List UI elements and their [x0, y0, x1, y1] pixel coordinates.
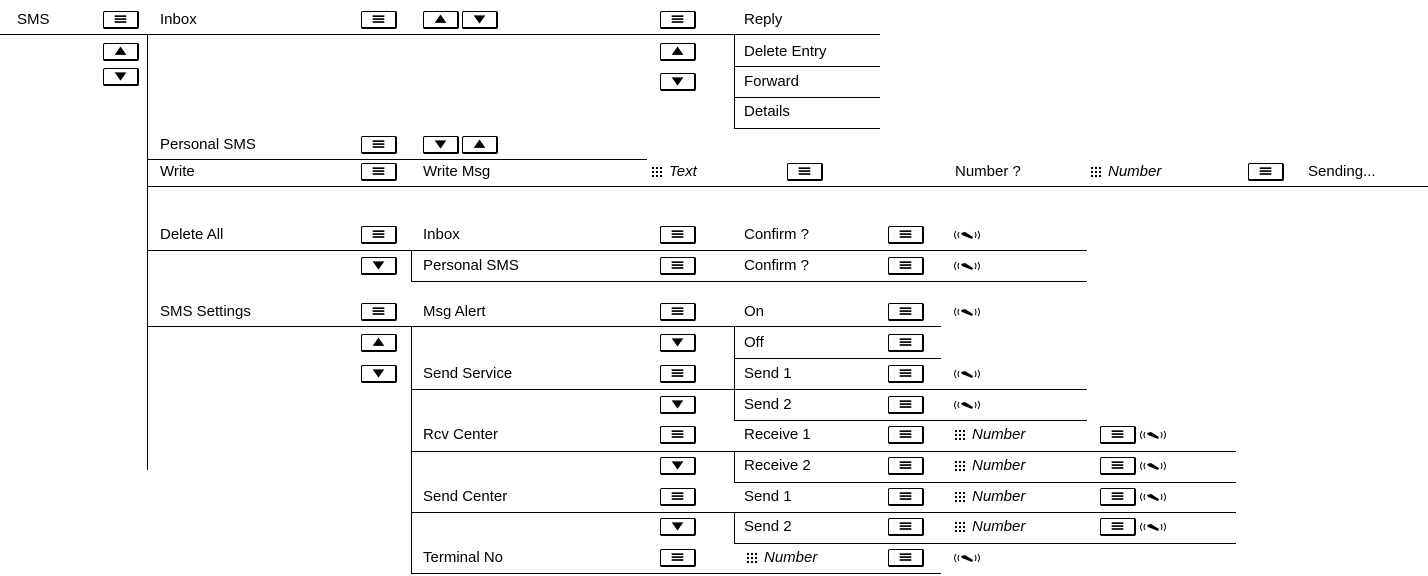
- ringing-phone-icon: [952, 399, 982, 411]
- menu-key-icon: [889, 397, 922, 412]
- menu-key[interactable]: [660, 488, 696, 506]
- connector-line: [147, 159, 647, 160]
- menu-label-inbox-delete: Inbox: [423, 226, 460, 243]
- number-input-label: Number: [1108, 163, 1162, 180]
- menu-key-icon: [362, 227, 395, 242]
- keypad-icon: [954, 429, 966, 441]
- down-arrow-key[interactable]: [660, 334, 696, 352]
- up-arrow-key-icon: [661, 44, 694, 59]
- menu-key[interactable]: [660, 257, 696, 275]
- menu-label-delete-all: Delete All: [160, 226, 224, 243]
- menu-key-icon: [661, 489, 694, 504]
- menu-label-confirm: Confirm ?: [744, 257, 810, 274]
- menu-label-forward: Forward: [744, 73, 800, 90]
- down-arrow-key[interactable]: [361, 365, 397, 383]
- menu-key-icon: [889, 366, 922, 381]
- menu-key-icon: [889, 304, 922, 319]
- menu-key[interactable]: [1248, 163, 1284, 181]
- menu-key-icon: [1101, 489, 1134, 504]
- menu-key[interactable]: [787, 163, 823, 181]
- menu-key-icon: [661, 427, 694, 442]
- down-arrow-key-icon: [661, 519, 694, 534]
- up-arrow-key-icon: [463, 137, 496, 152]
- menu-key[interactable]: [660, 226, 696, 244]
- menu-key-icon: [661, 258, 694, 273]
- keypad-icon: [954, 460, 966, 472]
- menu-label-inbox: Inbox: [160, 11, 197, 28]
- up-arrow-key[interactable]: [103, 43, 139, 61]
- ringing-phone-icon: [952, 229, 982, 241]
- menu-key-icon: [889, 258, 922, 273]
- menu-key[interactable]: [888, 488, 924, 506]
- menu-key-icon: [1249, 164, 1282, 179]
- menu-label-confirm: Confirm ?: [744, 226, 810, 243]
- number-input-label: Number: [764, 549, 818, 566]
- connector-line: [734, 451, 735, 482]
- menu-label-send-2: Send 2: [744, 518, 792, 535]
- menu-key[interactable]: [888, 334, 924, 352]
- number-input-label: Number: [972, 426, 1026, 443]
- down-arrow-key-icon: [661, 74, 694, 89]
- menu-label-receive-1: Receive 1: [744, 426, 811, 443]
- keypad-icon: [954, 521, 966, 533]
- menu-label-write-msg: Write Msg: [423, 163, 491, 180]
- up-arrow-key[interactable]: [462, 136, 498, 154]
- menu-key-icon: [889, 550, 922, 565]
- ringing-phone-icon: [1138, 429, 1168, 441]
- down-arrow-key[interactable]: [361, 257, 397, 275]
- menu-key[interactable]: [361, 136, 397, 154]
- menu-label-personal-sms-delete: Personal SMS: [423, 257, 519, 274]
- menu-key[interactable]: [361, 303, 397, 321]
- up-arrow-key[interactable]: [660, 43, 696, 61]
- connector-line: [411, 451, 1236, 452]
- menu-key-icon: [889, 458, 922, 473]
- connector-line: [734, 97, 880, 98]
- menu-label-rcv-center: Rcv Center: [423, 426, 499, 443]
- menu-key[interactable]: [888, 257, 924, 275]
- ringing-phone-icon: [1138, 491, 1168, 503]
- down-arrow-key[interactable]: [660, 457, 696, 475]
- connector-line: [734, 420, 1087, 421]
- menu-label-number-prompt: Number ?: [955, 163, 1021, 180]
- menu-key-icon: [788, 164, 821, 179]
- down-arrow-key[interactable]: [660, 518, 696, 536]
- menu-key-icon: [362, 304, 395, 319]
- menu-key[interactable]: [1100, 426, 1136, 444]
- keypad-icon: [954, 491, 966, 503]
- up-arrow-key[interactable]: [361, 334, 397, 352]
- menu-label-terminal-no: Terminal No: [423, 549, 504, 566]
- menu-key[interactable]: [1100, 457, 1136, 475]
- connector-line: [411, 389, 1087, 390]
- menu-label-on: On: [744, 303, 765, 320]
- ringing-phone-icon: [952, 260, 982, 272]
- connector-line: [147, 326, 941, 327]
- down-arrow-key[interactable]: [103, 68, 139, 86]
- menu-key[interactable]: [888, 457, 924, 475]
- text-input-label: Text: [669, 163, 697, 180]
- menu-label-sending: Sending...: [1308, 163, 1376, 180]
- menu-label-send-2: Send 2: [744, 396, 792, 413]
- connector-line: [734, 512, 735, 543]
- down-arrow-key[interactable]: [423, 136, 459, 154]
- menu-key-icon: [889, 427, 922, 442]
- ringing-phone-icon: [952, 306, 982, 318]
- connector-line: [411, 326, 412, 574]
- down-arrow-key-icon: [661, 397, 694, 412]
- menu-label-off: Off: [744, 334, 764, 351]
- menu-label-send-center: Send Center: [423, 488, 508, 505]
- menu-key-icon: [889, 489, 922, 504]
- ringing-phone-icon: [1138, 460, 1168, 472]
- menu-key[interactable]: [361, 163, 397, 181]
- connector-line: [147, 186, 1428, 187]
- down-arrow-key-icon: [424, 137, 457, 152]
- connector-line: [411, 573, 941, 574]
- menu-key-icon: [889, 227, 922, 242]
- menu-key-icon: [661, 12, 694, 27]
- ringing-phone-icon: [952, 368, 982, 380]
- connector-line: [411, 281, 1087, 282]
- menu-key[interactable]: [888, 426, 924, 444]
- up-arrow-key-icon: [362, 335, 395, 350]
- menu-key-icon: [104, 12, 137, 27]
- menu-key[interactable]: [361, 226, 397, 244]
- number-input-label: Number: [972, 457, 1026, 474]
- menu-key[interactable]: [103, 11, 139, 29]
- menu-label-send-1: Send 1: [744, 488, 792, 505]
- up-arrow-key-icon: [104, 44, 137, 59]
- down-arrow-key[interactable]: [660, 73, 696, 91]
- down-arrow-key-icon: [661, 335, 694, 350]
- menu-label-delete-entry: Delete Entry: [744, 43, 827, 60]
- connector-line: [0, 34, 880, 35]
- down-arrow-key-icon: [104, 69, 137, 84]
- connector-line: [147, 250, 1087, 251]
- menu-key-icon: [661, 366, 694, 381]
- number-input-field: [954, 426, 1025, 444]
- down-arrow-key-icon: [463, 12, 496, 27]
- keypad-icon: [1090, 166, 1102, 178]
- menu-key[interactable]: [1100, 518, 1136, 536]
- number-input-label: Number: [972, 518, 1026, 535]
- menu-key[interactable]: [888, 226, 924, 244]
- number-input-field: [954, 457, 1025, 475]
- menu-label-write: Write: [160, 163, 195, 180]
- menu-key[interactable]: [888, 396, 924, 414]
- connector-line: [411, 250, 412, 281]
- menu-label-send-1: Send 1: [744, 365, 792, 382]
- menu-key[interactable]: [888, 549, 924, 567]
- connector-line: [411, 512, 1236, 513]
- down-arrow-key-icon: [362, 366, 395, 381]
- menu-label-receive-2: Receive 2: [744, 457, 811, 474]
- menu-key-icon: [661, 227, 694, 242]
- connector-line: [734, 482, 1236, 483]
- menu-key-icon: [889, 335, 922, 350]
- up-arrow-key-icon: [424, 12, 457, 27]
- connector-line: [734, 389, 735, 420]
- menu-label-send-service: Send Service: [423, 365, 513, 382]
- menu-key[interactable]: [660, 365, 696, 383]
- ringing-phone-icon: [952, 552, 982, 564]
- menu-key-icon: [889, 519, 922, 534]
- menu-key-icon: [362, 12, 395, 27]
- text-input-field: [651, 163, 697, 181]
- menu-key-icon: [362, 137, 395, 152]
- keypad-icon: [651, 166, 663, 178]
- connector-line: [734, 543, 1236, 544]
- menu-label-sms: SMS: [17, 11, 50, 28]
- menu-key[interactable]: [888, 518, 924, 536]
- connector-line: [734, 128, 880, 129]
- down-arrow-key-icon: [661, 458, 694, 473]
- down-arrow-key-icon: [362, 258, 395, 273]
- menu-key-icon: [661, 304, 694, 319]
- number-input-field: [746, 549, 817, 567]
- number-input-label: Number: [972, 488, 1026, 505]
- up-arrow-key[interactable]: [423, 11, 459, 29]
- menu-key[interactable]: [660, 11, 696, 29]
- menu-key[interactable]: [1100, 488, 1136, 506]
- ringing-phone-icon: [1138, 521, 1168, 533]
- menu-key-icon: [1101, 427, 1134, 442]
- number-input-field: [954, 518, 1025, 536]
- menu-key[interactable]: [660, 426, 696, 444]
- menu-label-personal-sms: Personal SMS: [160, 136, 256, 153]
- menu-key-icon: [1101, 458, 1134, 473]
- menu-label-reply: Reply: [744, 11, 783, 28]
- connector-line: [734, 358, 941, 359]
- down-arrow-key[interactable]: [462, 11, 498, 29]
- menu-label-msg-alert: Msg Alert: [423, 303, 486, 320]
- menu-key[interactable]: [888, 365, 924, 383]
- menu-label-details: Details: [744, 103, 790, 120]
- menu-key[interactable]: [361, 11, 397, 29]
- connector-line: [734, 66, 880, 67]
- keypad-icon: [746, 552, 758, 564]
- menu-key[interactable]: [660, 549, 696, 567]
- number-input-field: [1090, 163, 1161, 181]
- menu-key-icon: [362, 164, 395, 179]
- menu-key[interactable]: [888, 303, 924, 321]
- connector-line: [147, 34, 148, 470]
- menu-key-icon: [661, 550, 694, 565]
- menu-label-sms-settings: SMS Settings: [160, 303, 251, 320]
- number-input-field: [954, 488, 1025, 506]
- connector-line: [734, 34, 735, 128]
- down-arrow-key[interactable]: [660, 396, 696, 414]
- menu-key-icon: [1101, 519, 1134, 534]
- menu-key[interactable]: [660, 303, 696, 321]
